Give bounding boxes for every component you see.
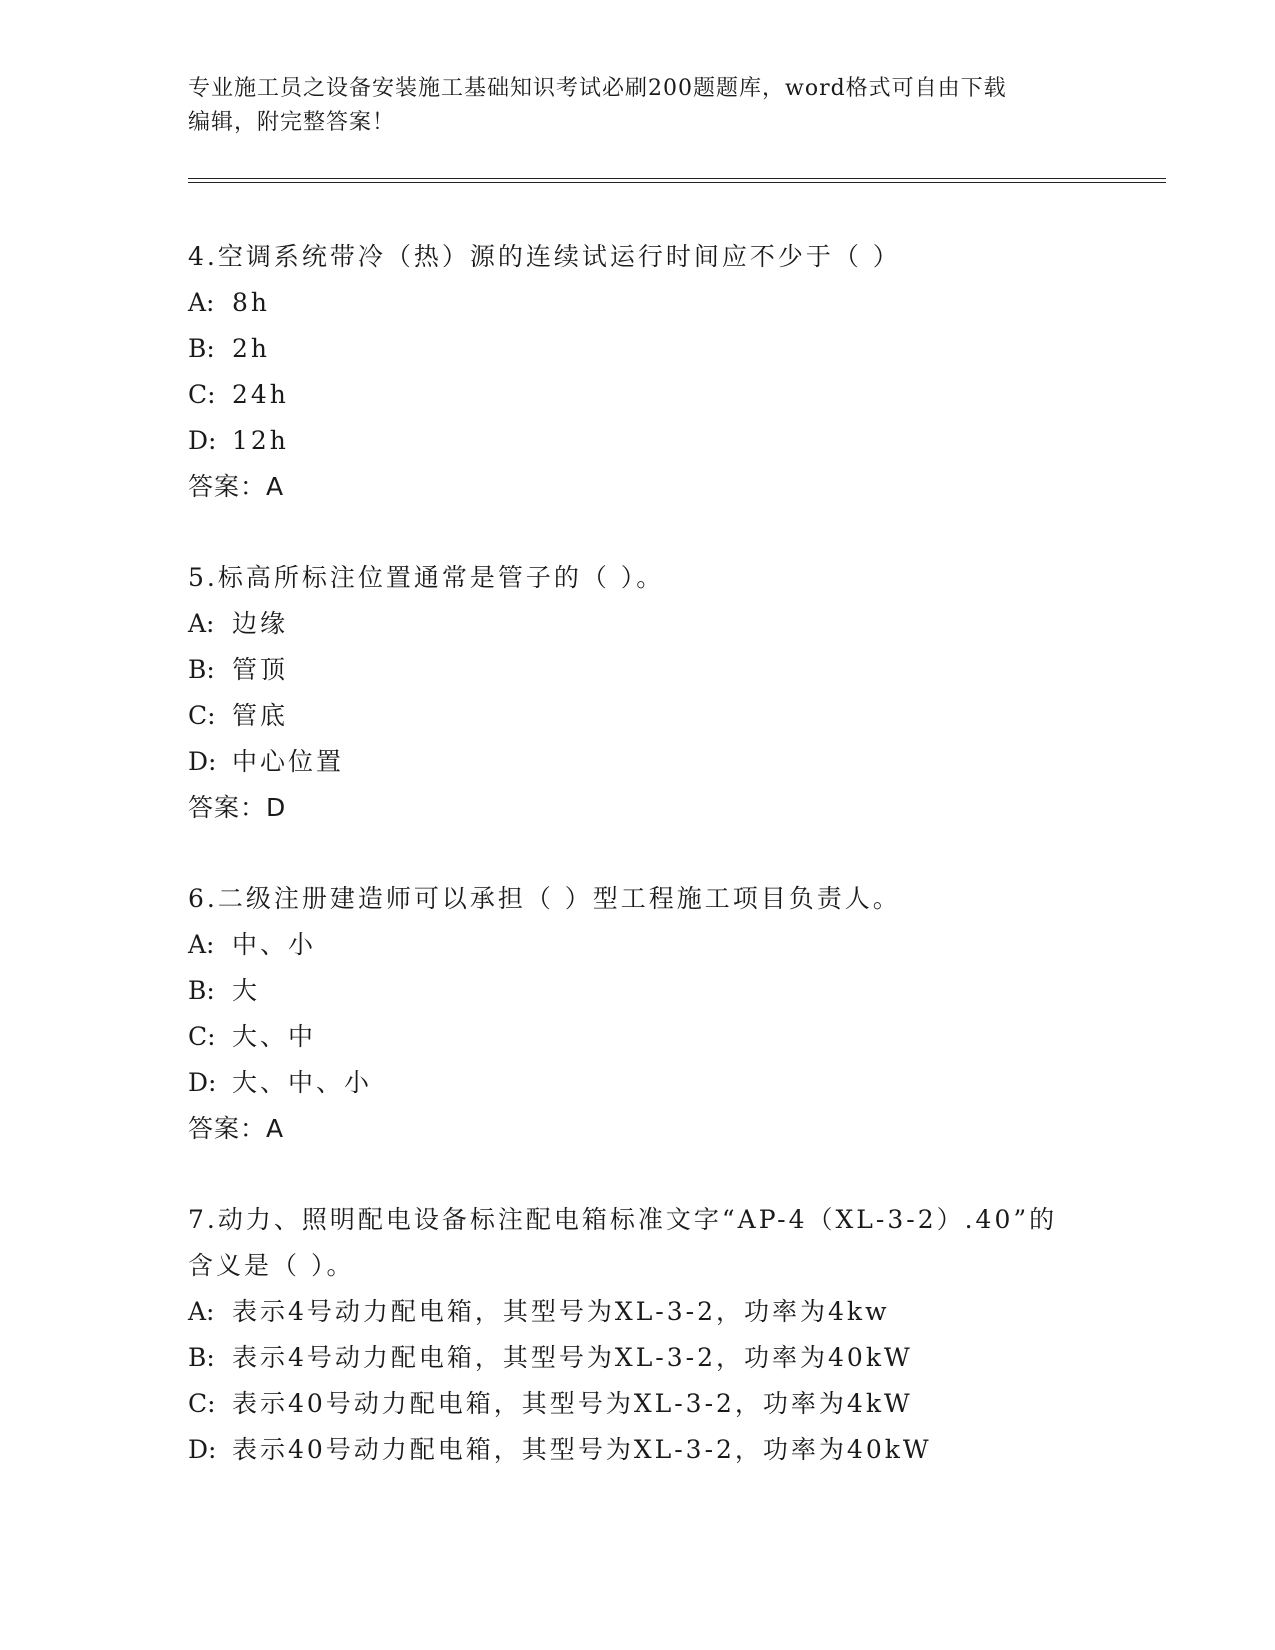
option-letter: A: <box>188 609 215 638</box>
option-d <box>188 739 1088 785</box>
option-text: 24h <box>232 380 289 409</box>
question-stem-line-2: 含义是（ ）。 <box>188 1251 355 1280</box>
answer-line: 答案：D <box>188 793 287 822</box>
question-stem: 4.空调系统带冷（热）源的连续试运行时间应不少于（ ） <box>188 242 901 271</box>
option-letter: A: <box>188 930 215 959</box>
question-4 <box>188 234 1088 510</box>
option-letter: B: <box>188 334 215 363</box>
option-letter: A: <box>188 288 215 317</box>
option-letter: A: <box>188 1297 215 1326</box>
option-b <box>188 326 1088 372</box>
option-a <box>188 922 1088 968</box>
option-c <box>188 1014 1088 1060</box>
option-c <box>188 372 1088 418</box>
option-text: 中、小 <box>232 930 317 959</box>
option-letter: D: <box>188 426 217 455</box>
question-6 <box>188 876 1088 1152</box>
document-header <box>188 72 1088 140</box>
option-letter: B: <box>188 655 215 684</box>
option-text: 表示40号动力配电箱，其型号为XL-3-2，功率为4kW <box>232 1389 913 1418</box>
option-b <box>188 1335 1088 1381</box>
option-text: 表示40号动力配电箱，其型号为XL-3-2，功率为40kW <box>232 1435 932 1464</box>
answer-line: 答案：A <box>188 472 285 501</box>
answer-line: 答案：A <box>188 1114 285 1143</box>
option-letter: B: <box>188 976 215 1005</box>
option-text: 中心位置 <box>232 747 345 776</box>
option-text: 大、中 <box>232 1022 317 1051</box>
question-stem: 6.二级注册建造师可以承担（ ）型工程施工项目负责人。 <box>188 884 901 913</box>
option-text: 大、中、小 <box>232 1068 373 1097</box>
option-text: 12h <box>232 426 289 455</box>
header-double-rule <box>188 178 1166 183</box>
question-5 <box>188 555 1088 831</box>
option-text: 管顶 <box>232 655 289 684</box>
option-letter: C: <box>188 380 216 409</box>
option-text: 2h <box>232 334 271 363</box>
option-text: 表示4号动力配电箱，其型号为XL-3-2，功率为40kW <box>232 1343 913 1372</box>
option-letter: C: <box>188 701 216 730</box>
question-7 <box>188 1197 1088 1473</box>
option-text: 表示4号动力配电箱，其型号为XL-3-2，功率为4kw <box>232 1297 890 1326</box>
option-letter: C: <box>188 1022 216 1051</box>
option-letter: C: <box>188 1389 216 1418</box>
question-stem-line-1: 7.动力、照明配电设备标注配电箱标准文字“AP-4（XL-3-2）.40”的 <box>188 1205 1058 1234</box>
header-line-1: 专业施工员之设备安装施工基础知识考试必刷200题题库，word格式可自由下载 <box>188 76 1007 101</box>
option-letter: B: <box>188 1343 215 1372</box>
header-line-2: 编辑，附完整答案！ <box>188 110 396 135</box>
option-text: 边缘 <box>232 609 289 638</box>
option-a <box>188 601 1088 647</box>
option-c <box>188 693 1088 739</box>
option-b <box>188 968 1088 1014</box>
option-a <box>188 280 1088 326</box>
question-stem: 5.标高所标注位置通常是管子的（ ）。 <box>188 563 665 592</box>
option-letter: D: <box>188 1435 217 1464</box>
option-text: 管底 <box>232 701 289 730</box>
option-letter: D: <box>188 747 217 776</box>
option-text: 8h <box>232 288 271 317</box>
option-a <box>188 1289 1088 1335</box>
option-letter: D: <box>188 1068 217 1097</box>
option-c <box>188 1381 1088 1427</box>
option-d <box>188 1427 1088 1473</box>
option-b <box>188 647 1088 693</box>
option-d <box>188 1060 1088 1106</box>
option-text: 大 <box>232 976 261 1005</box>
option-d <box>188 418 1088 464</box>
